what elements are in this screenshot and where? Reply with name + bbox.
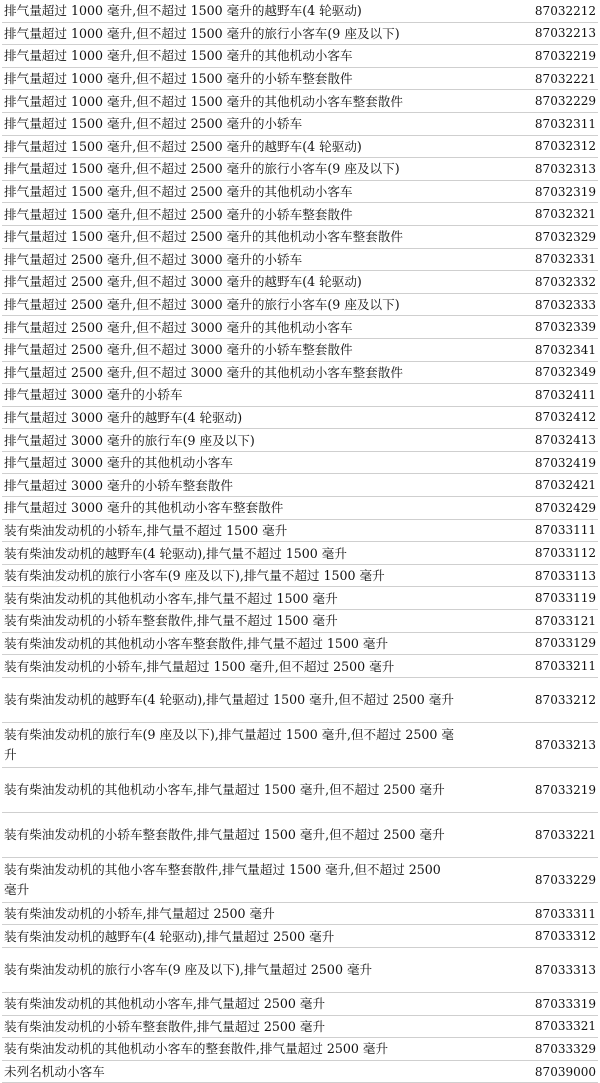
row-code: 87033129 [534,636,596,651]
row-code: 87032321 [534,207,596,222]
table-row [2,858,598,903]
row-code: 87033312 [534,929,596,944]
table-row [2,1061,598,1083]
row-code: 87032411 [534,387,596,402]
table-row [2,1038,598,1061]
table-row [2,723,598,768]
row-code: 87039000 [534,1064,596,1079]
table-row [2,633,598,656]
row-description: 装有柴油发动机的越野车(4 轮驱动),排气量不超过 1500 毫升 [4,545,347,561]
table-row [2,249,598,272]
table-row [2,362,598,385]
table-row [2,113,598,136]
row-description: 装有柴油发动机的其他机动小客车的整套散件,排气量超过 2500 毫升 [4,1041,389,1057]
row-code: 87032419 [534,455,596,470]
row-code: 87032332 [534,274,596,289]
table-row [2,565,598,588]
row-description: 排气量超过 2500 毫升,但不超过 3000 毫升的小轿车整套散件 [4,342,353,358]
row-description: 排气量超过 2500 毫升,但不超过 3000 毫升的小轿车 [4,251,303,267]
row-description: 装有柴油发动机的其他机动小客车,排气量不超过 1500 毫升 [4,590,338,606]
row-code: 87033329 [534,1041,596,1056]
row-code: 87032311 [534,116,596,131]
row-code: 87032212 [534,3,596,18]
row-description: 装有柴油发动机的越野车(4 轮驱动),排气量超过 2500 毫升 [4,928,335,944]
row-description: 排气量超过 3000 毫升的小轿车 [4,387,183,403]
row-description: 排气量超过 1000 毫升,但不超过 1500 毫升的其他机动小客车 [4,48,353,64]
table-row [2,316,598,339]
row-description: 装有柴油发动机的旅行小客车(9 座及以下),排气量不超过 1500 毫升 [4,568,385,584]
table-row [2,678,598,723]
row-code: 87032313 [534,161,596,176]
row-description: 排气量超过 1500 毫升,但不超过 2500 毫升的小轿车整套散件 [4,206,353,222]
table-row [2,1016,598,1039]
row-description: 排气量超过 1000 毫升,但不超过 1500 毫升的其他机动小客车整套散件 [4,93,403,109]
row-code: 87033213 [534,737,596,752]
table-row [2,993,598,1016]
table-row [2,136,598,159]
row-description: 装有柴油发动机的旅行小客车(9 座及以下),排气量超过 2500 毫升 [4,962,373,977]
row-description: 排气量超过 1500 毫升,但不超过 2500 毫升的其他机动小客车 [4,184,353,200]
row-description: 排气量超过 3000 毫升的旅行车(9 座及以下) [4,432,255,448]
row-code: 87032329 [534,229,596,244]
row-code: 87033212 [534,692,596,707]
row-code: 87032331 [534,252,596,267]
row-code: 87032349 [534,365,596,380]
row-description: 排气量超过 2500 毫升,但不超过 3000 毫升的旅行小客车(9 座及以下) [4,297,400,313]
row-description: 排气量超过 2500 毫升,但不超过 3000 毫升的其他机动小客车 [4,319,353,335]
table-row [2,68,598,91]
row-description: 装有柴油发动机的小轿车整套散件,排气量超过 2500 毫升 [4,1018,326,1034]
row-description: 装有柴油发动机的旅行车(9 座及以下),排气量超过 1500 毫升,但不超过 2500 毫升 [4,726,454,762]
row-code: 87033113 [534,568,596,583]
row-code: 87032412 [534,410,596,425]
row-code: 87032341 [534,342,596,357]
row-code: 87033121 [534,613,596,628]
row-code: 87033112 [534,546,596,561]
row-description: 排气量超过 3000 毫升的小轿车整套散件 [4,477,233,493]
row-description: 装有柴油发动机的小轿车整套散件,排气量超过 1500 毫升,但不超过 2500 毫升 [4,826,445,842]
row-description: 排气量超过 1000 毫升,但不超过 1500 毫升的越野车(4 轮驱动) [4,3,362,19]
table-row [2,158,598,181]
row-description: 排气量超过 2500 毫升,但不超过 3000 毫升的越野车(4 轮驱动) [4,274,362,290]
table-row [2,497,598,520]
table-row [2,520,598,543]
row-code: 87033211 [534,659,596,674]
row-description: 装有柴油发动机的其他机动小客车整套散件,排气量不超过 1500 毫升 [4,635,389,651]
row-code: 87033313 [534,963,596,977]
table-row [2,474,598,497]
row-code: 87032312 [534,139,596,154]
table-row [2,542,598,565]
row-description: 排气量超过 1500 毫升,但不超过 2500 毫升的越野车(4 轮驱动) [4,138,362,154]
row-description: 装有柴油发动机的其他小客车整套散件,排气量超过 1500 毫升,但不超过 2500 毫升 [4,861,441,897]
table-row [2,384,598,407]
table-row [2,587,598,610]
row-description: 装有柴油发动机的小轿车,排气量超过 1500 毫升,但不超过 2500 毫升 [4,658,395,674]
table-row [2,813,598,858]
row-description: 装有柴油发动机的小轿车,排气量不超过 1500 毫升 [4,522,288,538]
row-code: 87033319 [534,996,596,1011]
table-row [2,294,598,317]
row-code: 87032429 [534,500,596,515]
row-code: 87033111 [534,523,596,538]
row-description: 装有柴油发动机的其他机动小客车,排气量超过 2500 毫升 [4,996,326,1012]
table-row [2,23,598,46]
row-description: 装有柴油发动机的小轿车,排气量超过 2500 毫升 [4,906,275,922]
table-row [2,429,598,452]
row-description: 排气量超过 2500 毫升,但不超过 3000 毫升的其他机动小客车整套散件 [4,364,403,380]
row-description: 排气量超过 1500 毫升,但不超过 2500 毫升的其他机动小客车整套散件 [4,229,403,245]
table-row [2,407,598,430]
row-description: 排气量超过 3000 毫升的其他机动小客车整套散件 [4,500,284,516]
row-description: 排气量超过 1500 毫升,但不超过 2500 毫升的旅行小客车(9 座及以下) [4,161,400,177]
row-code: 87032319 [534,184,596,199]
row-description: 装有柴油发动机的小轿车整套散件,排气量不超过 1500 毫升 [4,613,338,629]
table-row [2,203,598,226]
row-description: 装有柴油发动机的其他机动小客车,排气量超过 1500 毫升,但不超过 2500 毫升 [4,781,445,797]
table-row [2,271,598,294]
row-code: 87032213 [534,26,596,41]
row-code: 87033229 [534,872,596,887]
table-row [2,339,598,362]
row-description: 排气量超过 1500 毫升,但不超过 2500 毫升的小轿车 [4,116,303,132]
table-row [2,90,598,113]
row-code: 87032333 [534,297,596,312]
row-code: 87033221 [534,827,596,842]
row-code: 87032339 [534,320,596,335]
row-code: 87033119 [534,591,596,606]
table-row [2,45,598,68]
row-code: 87033219 [534,782,596,797]
table-row [2,452,598,475]
table-row [2,903,598,926]
row-description: 排气量超过 3000 毫升的越野车(4 轮驱动) [4,409,243,425]
table-row [2,0,598,23]
row-code: 87032221 [534,71,596,86]
row-code: 87032413 [534,433,596,448]
table-row [2,925,598,948]
table-row [2,226,598,249]
table-row [2,181,598,204]
row-code: 87032219 [534,48,596,63]
table-row [2,610,598,633]
tariff-code-list [2,0,598,1083]
row-code: 87032229 [534,94,596,109]
row-code: 87032421 [534,478,596,493]
row-description: 排气量超过 1000 毫升,但不超过 1500 毫升的小轿车整套散件 [4,71,353,87]
row-description: 排气量超过 3000 毫升的其他机动小客车 [4,455,233,471]
row-description: 装有柴油发动机的越野车(4 轮驱动),排气量超过 1500 毫升,但不超过 2500 毫升 [4,691,454,707]
row-description: 未列名机动小客车 [4,1064,105,1080]
row-code: 87033321 [534,1019,596,1034]
table-row [2,655,598,678]
table-row [2,768,598,813]
row-code: 87033311 [534,906,596,921]
table-row [2,948,598,993]
row-description: 排气量超过 1000 毫升,但不超过 1500 毫升的旅行小客车(9 座及以下) [4,25,400,41]
